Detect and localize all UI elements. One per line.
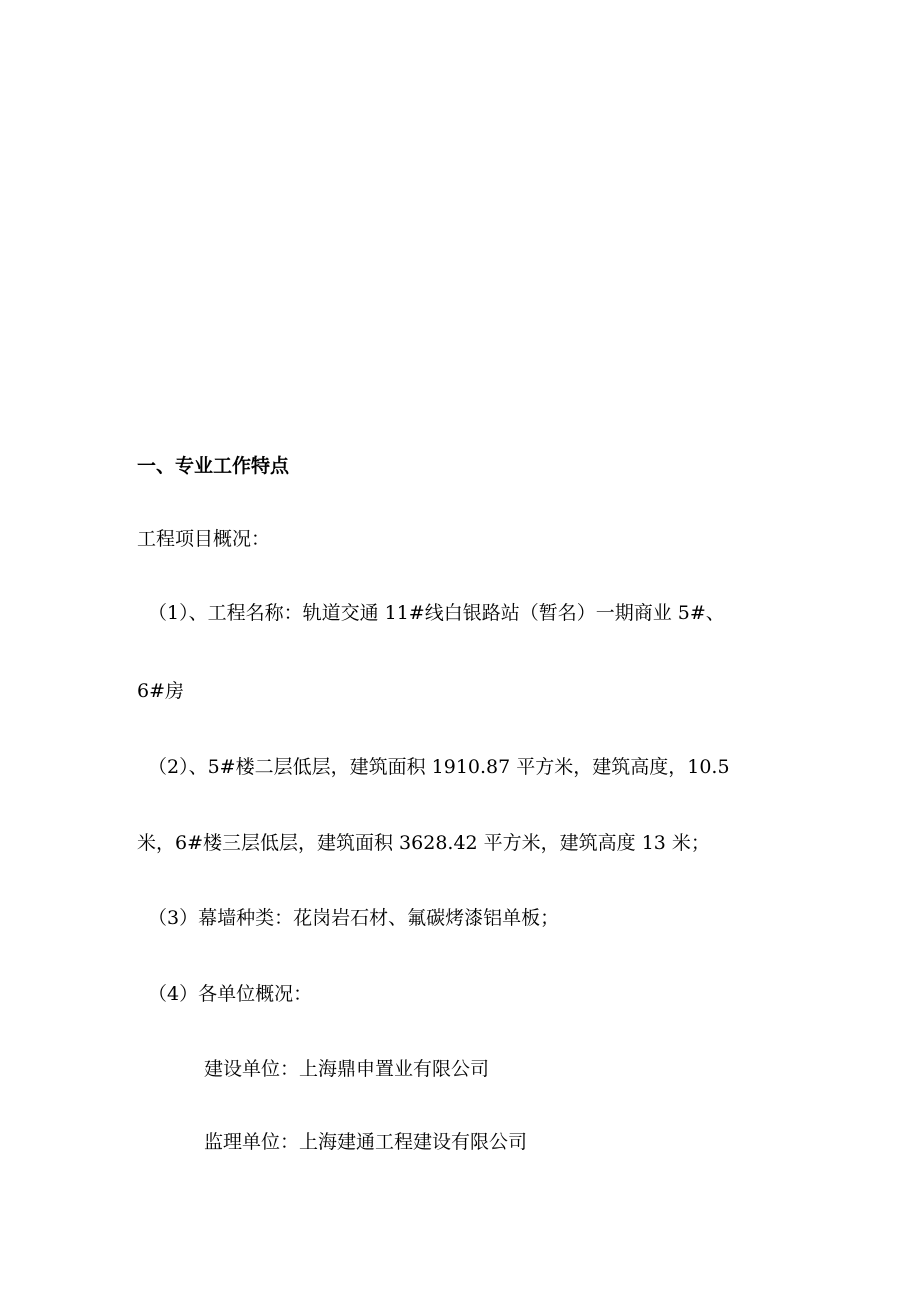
supervision-unit: 监理单位：上海建通工程建设有限公司 [204, 1131, 528, 1153]
item-1-line-1: （1）、工程名称：轨道交通 11#线白银路站（暂名）一期商业 5#、 [148, 602, 725, 624]
item-2-line-2: 米，6#楼三层低层，建筑面积 3628.42 平方米，建筑高度 13 米； [137, 832, 710, 854]
item-3: （3）幕墙种类：花岗岩石材、氟碳烤漆铝单板； [148, 907, 560, 929]
overview-label: 工程项目概况： [137, 528, 271, 550]
item-4: （4）各单位概况： [148, 983, 313, 1005]
section-heading: 一、专业工作特点 [137, 455, 290, 477]
item-1-line-2: 6#房 [137, 680, 185, 702]
item-2-line-1: （2）、5#楼二层低层，建筑面积 1910.87 平方米，建筑高度，10.5 [148, 756, 730, 778]
construction-unit: 建设单位：上海鼎申置业有限公司 [204, 1058, 490, 1080]
